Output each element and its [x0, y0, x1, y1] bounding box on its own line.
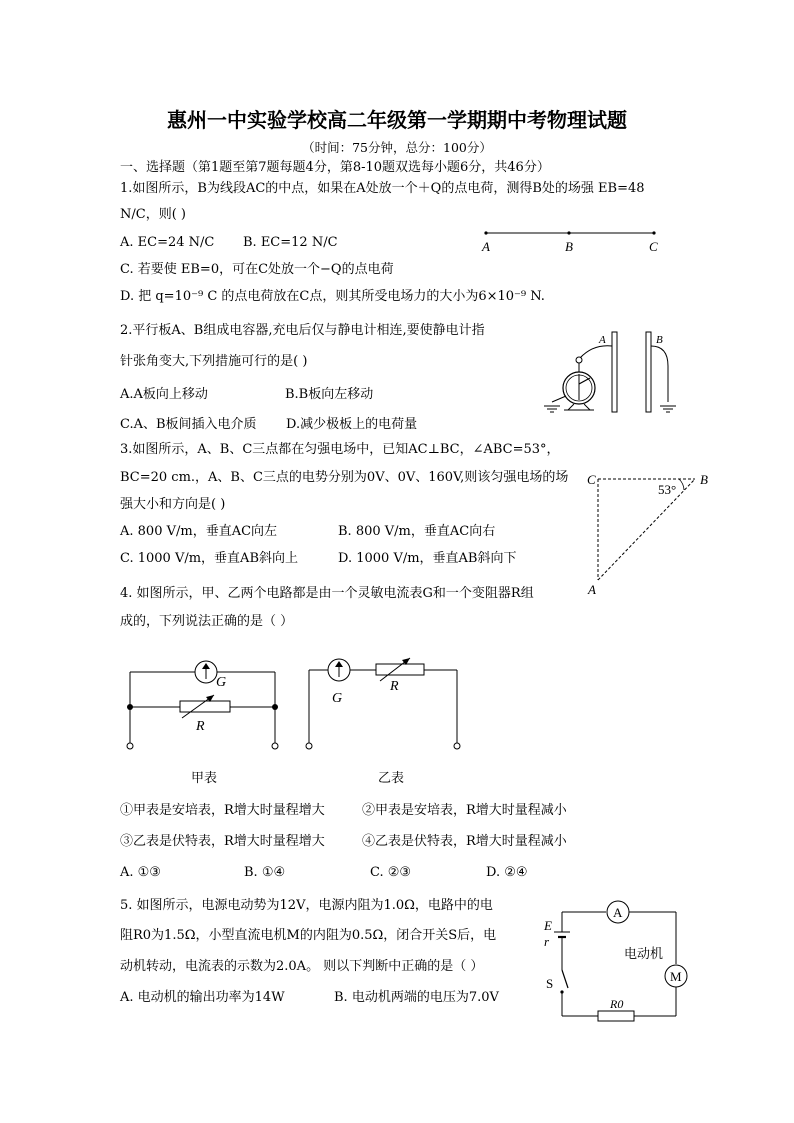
q5-r0-label: R0 — [610, 997, 624, 1011]
q5-emf-label: E — [544, 918, 552, 933]
q5-switch-label: S — [546, 976, 554, 991]
q5-stem-line1: 5. 如图所示，电源电动势为12V，电源内阻为1.0Ω，电路中的电 — [120, 898, 493, 913]
q5-motor-text: 电动机 — [624, 946, 664, 961]
circuit-jia — [127, 661, 278, 749]
q4-stem-line2: 成的，下列说法正确的是（ ） — [120, 614, 294, 629]
q4-yi-r-label: R — [390, 679, 399, 694]
q4-statement-3: ③乙表是伏特表，R增大时量程增大 — [120, 834, 325, 849]
q5-ammeter-label: A — [613, 905, 623, 920]
q5-stem-line3: 动机转动，电流表的示数为2.0A。 则以下判断中正确的是（ ） — [120, 959, 484, 974]
q3-label-c: C — [587, 472, 596, 487]
q3-option-b: B. 800 V/m，垂直AC向右 — [338, 524, 496, 539]
q4-caption-jia: 甲表 — [191, 771, 218, 786]
q1-stem-line2: N/C，则( ) — [120, 207, 186, 222]
q2-electroscope-figure — [538, 326, 684, 416]
q3-stem-line2: BC=20 cm.，A、B、C三点的电势分别为0V、0V、160V,则该匀强电场的场 — [120, 470, 569, 485]
q1-line-figure — [478, 224, 663, 256]
q2-stem-line1: 2.平行板A、B组成电容器,充电后仅与静电计相连,要使静电计指 — [120, 323, 485, 338]
q4-option-a: A. ①③ — [120, 865, 161, 880]
q4-option-d: D. ②④ — [486, 865, 528, 880]
q4-option-b: B. ①④ — [244, 865, 286, 880]
exam-info: （时间：75分钟，总分：100分） — [302, 140, 492, 155]
q2-label-b: B — [656, 334, 663, 346]
q4-jia-r-label: R — [196, 719, 205, 734]
q3-stem-line3: 强大小和方向是( ) — [120, 497, 226, 512]
q2-label-a: A — [599, 334, 606, 346]
q3-option-c: C. 1000 V/m，垂直AB斜向上 — [120, 551, 299, 566]
q4-yi-g-label: G — [332, 691, 343, 706]
q1-stem-line1: 1.如图所示，B为线段AC的中点，如果在A处放一个＋Q的点电荷，测得B处的场强 EB=48 — [120, 181, 645, 196]
q5-motor-m-label: M — [670, 969, 682, 984]
section-heading: 一、选择题（第1题至第7题每题4分，第8-10题双选每小题6分，共46分） — [120, 160, 550, 175]
q1-option-c: C. 若要使 EB=0，可在C处放一个−Q的点电荷 — [120, 262, 394, 277]
q3-triangle-figure — [582, 466, 722, 602]
q3-angle-label: 53° — [658, 482, 677, 497]
q4-option-c: C. ②③ — [370, 865, 412, 880]
q4-caption-yi: 乙表 — [378, 771, 405, 786]
q3-label-b: B — [700, 472, 708, 487]
q5-stem-line2: 阻R0为1.5Ω，小型直流电机M的内阻为0.5Ω，闭合开关S后，电 — [120, 928, 497, 943]
q1-label-a: A — [482, 239, 490, 254]
q5-option-b: B. 电动机两端的电压为7.0V — [334, 990, 499, 1005]
q3-option-a: A. 800 V/m，垂直AC向左 — [120, 524, 278, 539]
q3-option-d: D. 1000 V/m，垂直AB斜向下 — [338, 551, 517, 566]
q5-option-a: A. 电动机的输出功率为14W — [120, 990, 285, 1005]
q2-option-a: A.A板向上移动 — [120, 387, 208, 402]
q1-option-b: B. EC=12 N/C — [243, 235, 338, 250]
q1-option-a: A. EC=24 N/C — [120, 235, 215, 250]
q2-option-b: B.B板向左移动 — [285, 387, 374, 402]
q5-circuit-figure — [538, 896, 688, 1026]
q4-statement-4: ④乙表是伏特表，R增大时量程减小 — [362, 834, 567, 849]
q2-option-c: C.A、B板间插入电介质 — [120, 417, 257, 432]
q1-label-c: C — [649, 239, 658, 254]
page-title: 惠州一中实验学校高二年级第一学期期中考物理试题 — [167, 108, 627, 132]
q3-stem-line1: 3.如图所示，A、B、C三点都在匀强电场中，已知AC⊥BC，∠ABC=53°， — [120, 442, 560, 457]
q2-option-d: D.减少极板上的电荷量 — [286, 417, 418, 432]
q4-statement-1: ①甲表是安培表，R增大时量程增大 — [120, 803, 325, 818]
q2-stem-line2: 针张角变大,下列措施可行的是( ) — [120, 354, 308, 369]
q5-internal-r-label: r — [544, 934, 550, 949]
q1-option-d: D. 把 q=10⁻⁹ C 的点电荷放在C点，则其所受电场力的大小为6×10⁻⁹ N. — [120, 289, 545, 304]
q4-stem-line1: 4. 如图所示，甲、乙两个电路都是由一个灵敏电流表G和一个变阻器R组 — [120, 586, 534, 601]
q4-statement-2: ②甲表是安培表，R增大时量程减小 — [362, 803, 567, 818]
q3-label-a: A — [588, 582, 596, 597]
circuit-yi — [306, 658, 460, 749]
q1-label-b: B — [565, 239, 573, 254]
q4-circuits-figure — [118, 648, 478, 758]
q4-jia-g-label: G — [216, 675, 227, 690]
